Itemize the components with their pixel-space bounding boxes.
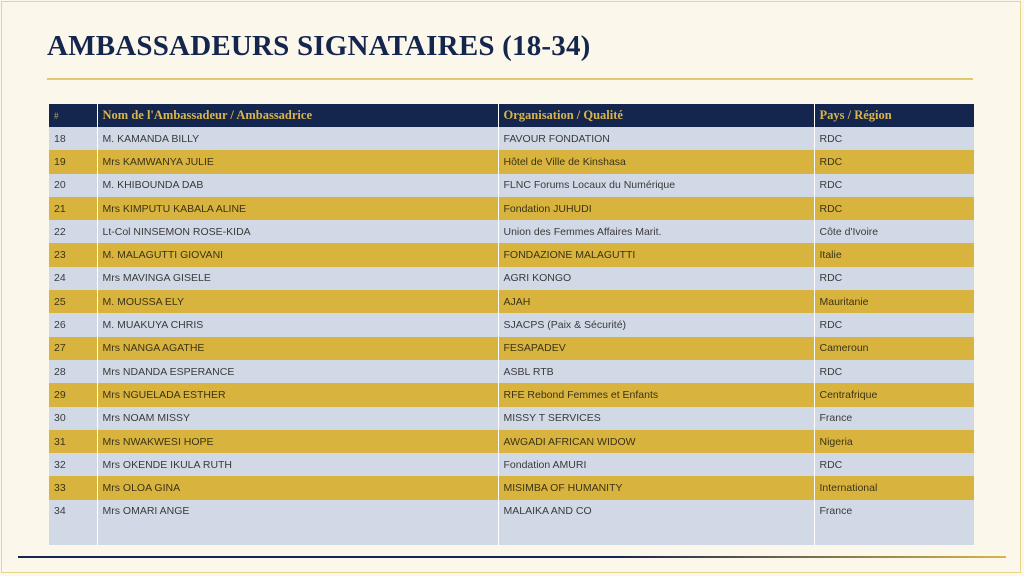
table-row (49, 290, 974, 313)
table-row (49, 476, 974, 499)
country: Italie (819, 249, 842, 262)
table-row (49, 127, 974, 150)
empty-cell (498, 523, 814, 545)
empty-cell (97, 523, 498, 545)
organisation: MALAIKA AND CO (498, 500, 814, 523)
country: RDC (819, 155, 843, 168)
organisation: RFE Rebond Femmes et Enfants (498, 383, 814, 406)
ambassador-name: M. MUAKUYA CHRIS (97, 313, 498, 336)
table-row (49, 430, 974, 453)
ambassador-name: Lt-Col NINSEMON ROSE-KIDA (97, 220, 498, 243)
country: RDC (819, 319, 843, 332)
organisation: MISSY T SERVICES (498, 407, 814, 430)
table-row (49, 313, 974, 336)
ambassadors-table (49, 104, 974, 545)
row-number: 29 (49, 383, 97, 406)
row-number: 34 (49, 500, 97, 523)
country: Nigeria (819, 435, 853, 448)
ambassador-name: Mrs KIMPUTU KABALA ALINE (97, 197, 498, 220)
country: RDC (819, 179, 843, 192)
ambassador-name: Mrs MAVINGA GISELE (97, 267, 498, 290)
table-row (49, 243, 974, 266)
table-row (49, 267, 974, 290)
ambassador-name: M. MOUSSA ELY (97, 290, 498, 313)
header-name: Nom de l'Ambassadeur / Ambassadrice (97, 104, 498, 127)
row-number: 26 (49, 313, 97, 336)
country: RDC (819, 272, 843, 285)
title-divider (47, 78, 973, 80)
country: RDC (819, 132, 843, 145)
ambassador-name: Mrs NANGA AGATHE (97, 337, 498, 360)
ambassador-name: M. KAMANDA BILLY (97, 127, 498, 150)
table-row-empty (49, 523, 974, 545)
empty-cell (814, 523, 974, 545)
organisation: Fondation JUHUDI (498, 197, 814, 220)
header-organisation: Organisation / Qualité (498, 104, 814, 127)
row-number: 33 (49, 476, 97, 499)
ambassador-name: Mrs KAMWANYA JULIE (97, 150, 498, 173)
row-number: 19 (49, 150, 97, 173)
country: RDC (819, 458, 843, 471)
country: Mauritanie (819, 295, 869, 308)
table-row (49, 453, 974, 476)
organisation: AWGADI AFRICAN WIDOW (498, 430, 814, 453)
row-number: 18 (49, 127, 97, 150)
ambassador-name: Mrs OLOA GINA (97, 476, 498, 499)
country: RDC (819, 365, 843, 378)
table-row (49, 337, 974, 360)
country: Côte d'Ivoire (819, 225, 879, 238)
row-number: 30 (49, 407, 97, 430)
country: RDC (819, 202, 843, 215)
ambassador-name: Mrs OMARI ANGE (97, 500, 498, 523)
organisation: AJAH (498, 290, 814, 313)
empty-cell (49, 523, 97, 545)
organisation: FAVOUR FONDATION (498, 127, 814, 150)
organisation: FONDAZIONE MALAGUTTI (498, 243, 814, 266)
ambassador-name: M. KHIBOUNDA DAB (97, 174, 498, 197)
ambassador-name: Mrs NWAKWESI HOPE (97, 430, 498, 453)
country: France (819, 412, 853, 425)
organisation: Union des Femmes Affaires Marit. (498, 220, 814, 243)
table-row (49, 174, 974, 197)
country: Centrafrique (819, 388, 878, 401)
ambassador-name: Mrs NDANDA ESPERANCE (97, 360, 498, 383)
organisation: AGRI KONGO (498, 267, 814, 290)
country: International (819, 482, 878, 495)
table-header-row (49, 104, 974, 127)
organisation: Fondation AMURI (498, 453, 814, 476)
row-number: 32 (49, 453, 97, 476)
table-body (49, 127, 974, 545)
table-row (49, 150, 974, 173)
ambassador-name: Mrs NGUELADA ESTHER (97, 383, 498, 406)
row-number: 25 (49, 290, 97, 313)
table-row (49, 360, 974, 383)
row-number: 31 (49, 430, 97, 453)
country: Cameroun (819, 342, 869, 355)
organisation: MISIMBA OF HUMANITY (498, 476, 814, 499)
organisation: Hôtel de Ville de Kinshasa (498, 150, 814, 173)
country: France (819, 505, 853, 518)
slide-title: AMBASSADEURS SIGNATAIRES (18-34) (47, 30, 591, 62)
header-country: Pays / Région (819, 108, 892, 122)
header-number: # (49, 104, 97, 127)
table-row (49, 407, 974, 430)
table-row (49, 383, 974, 406)
row-number: 22 (49, 220, 97, 243)
row-number: 27 (49, 337, 97, 360)
table-row (49, 220, 974, 243)
row-number: 24 (49, 267, 97, 290)
organisation: ASBL RTB (498, 360, 814, 383)
row-number: 21 (49, 197, 97, 220)
ambassador-name: Mrs OKENDE IKULA RUTH (97, 453, 498, 476)
footer-divider (18, 556, 1006, 558)
row-number: 28 (49, 360, 97, 383)
ambassador-name: Mrs NOAM MISSY (97, 407, 498, 430)
table-row (49, 197, 974, 220)
organisation: SJACPS (Paix & Sécurité) (498, 313, 814, 336)
organisation: FLNC Forums Locaux du Numérique (498, 174, 814, 197)
row-number: 20 (49, 174, 97, 197)
row-number: 23 (49, 243, 97, 266)
organisation: FESAPADEV (498, 337, 814, 360)
table-row (49, 500, 974, 523)
ambassador-name: M. MALAGUTTI GIOVANI (97, 243, 498, 266)
